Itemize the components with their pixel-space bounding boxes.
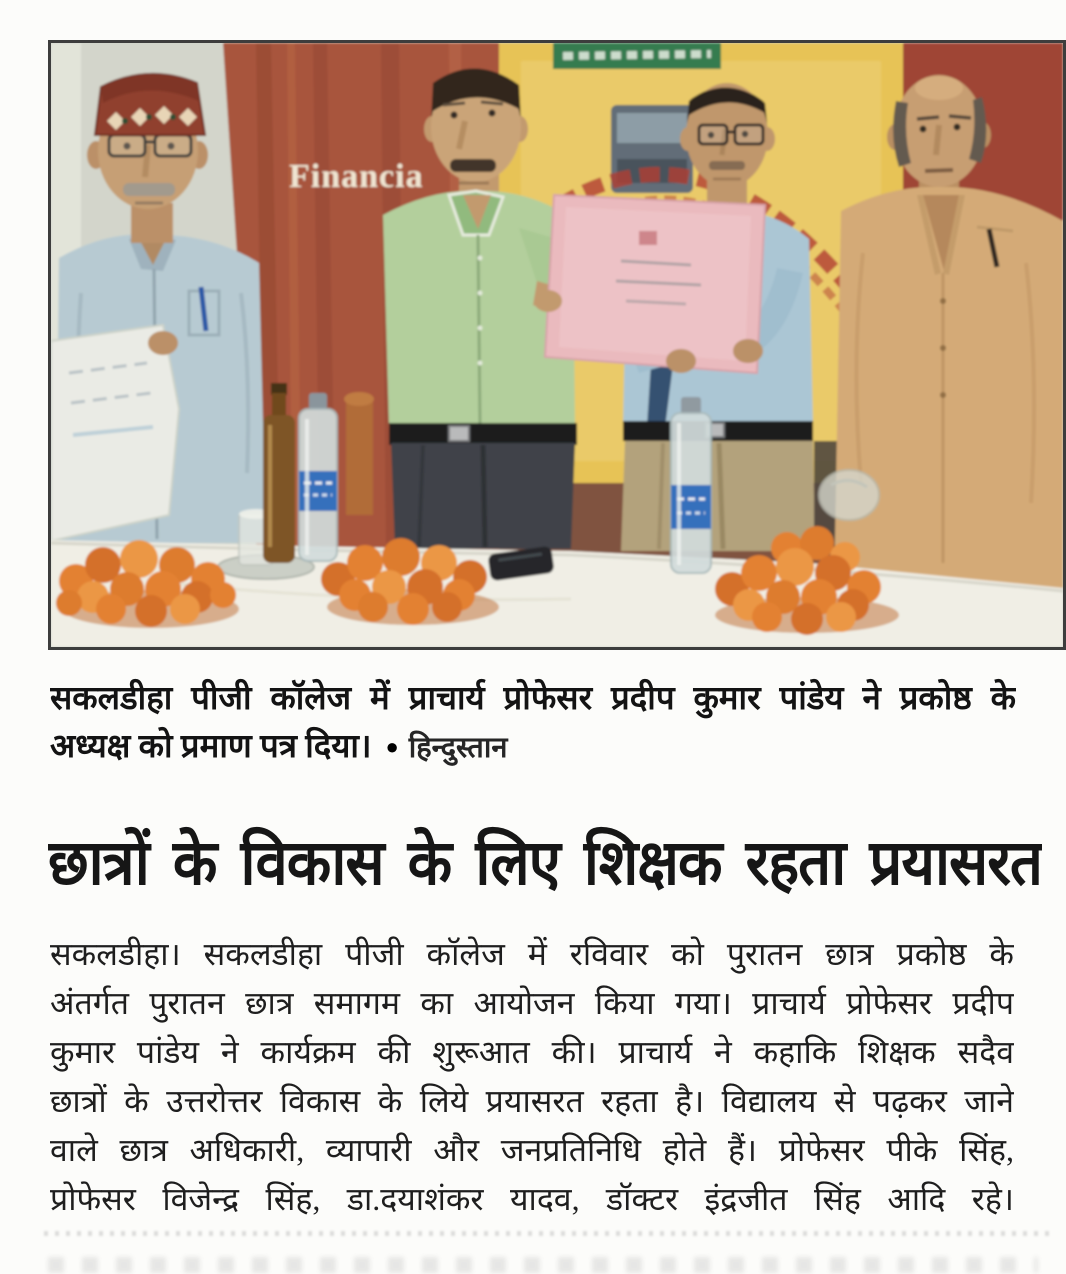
cutoff-text-smudge — [48, 1257, 1038, 1273]
article-line: प्रोफेसर विजेन्द्र सिंह, डा.दयाशंकर यादव, डॉक्टर इंद्रजीत सिंह आदि रहे। — [50, 1181, 1014, 1217]
article-line: वाले छात्र अधिकारी, व्यापारी और जनप्रतिनिधि होते हैं। प्रोफेसर पीके सिंह, — [50, 1132, 1014, 1168]
news-photo-image — [51, 43, 1063, 647]
dotted-rule-artifact — [44, 1231, 1054, 1236]
caption-line-2 — [50, 723, 1016, 772]
photo-tone-overlay — [51, 43, 1063, 647]
financial-banner-text: Financia — [289, 158, 424, 195]
source-bullet-icon: ● — [385, 734, 399, 759]
article-line: छात्रों के उत्तरोत्तर विकास के लिये प्रयासरत रहता है। विद्यालय से पढ़कर जाने — [50, 1083, 1014, 1119]
article-line: कुमार पांडेय ने कार्यक्रम की शुरूआत की। प्राचार्य ने कहाकि शिक्षक सदैव — [50, 1034, 1014, 1070]
article-headline: छात्रों के विकास के लिए शिक्षक रहता प्रयासरत — [48, 828, 1042, 899]
news-photo — [48, 40, 1066, 650]
newspaper-source: हिन्दुस्तान — [408, 732, 508, 764]
article-line: सकलडीहा। सकलडीहा पीजी कॉलेज में रविवार को पुरातन छात्र प्रकोष्ठ के — [50, 936, 1014, 972]
photo-caption — [50, 676, 1016, 772]
caption-line-2-text: अध्यक्ष को प्रमाण पत्र दिया। — [50, 729, 372, 765]
article-line: अंतर्गत पुरातन छात्र समागम का आयोजन किया गया। प्राचार्य प्रोफेसर प्रदीप — [50, 985, 1014, 1021]
caption-line-1: सकलडीहा पीजी कॉलेज में प्राचार्य प्रोफेसर प्रदीप कुमार पांडेय ने प्रकोष्ठ के — [50, 681, 1016, 717]
article-body — [50, 930, 1014, 1224]
